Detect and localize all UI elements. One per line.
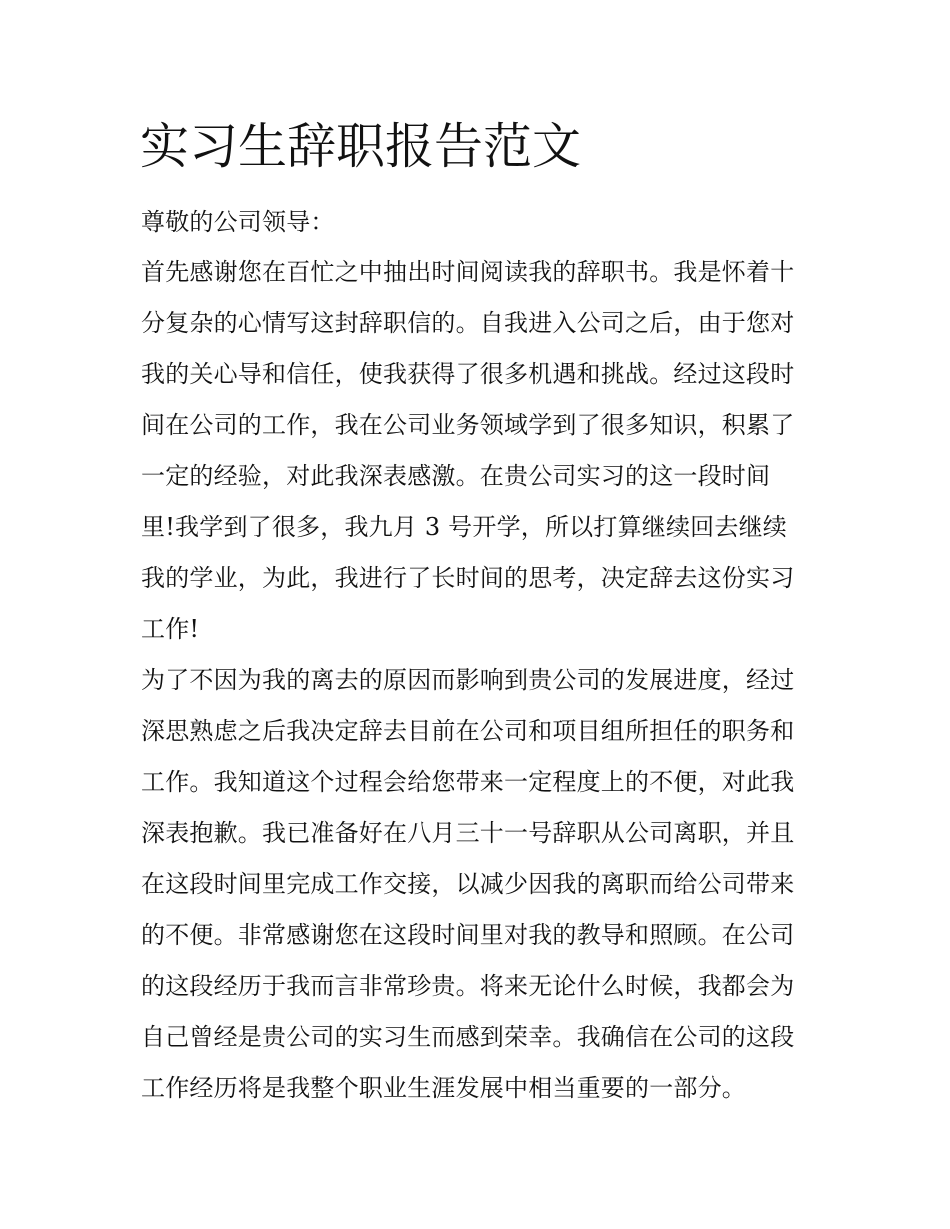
- body-line: 我的关心导和信任，使我获得了很多机遇和挑战。经过这段时: [141, 360, 795, 388]
- body-line: 工作!: [141, 615, 200, 643]
- body-line: 首先感谢您在百忙之中抽出时间阅读我的辞职书。我是怀着十: [141, 258, 795, 286]
- body-line: 工作经历将是我整个职业生涯发展中相当重要的一部分。: [141, 1074, 746, 1102]
- body-line: 的不便。非常感谢您在这段时间里对我的教导和照顾。在公司: [141, 921, 795, 949]
- body-line: 一定的经验，对此我深表感激。在贵公司实习的这一段时间: [141, 462, 771, 490]
- body-line: 为了不因为我的离去的原因而影响到贵公司的发展进度，经过: [141, 666, 795, 694]
- body-line: 的这段经历于我而言非常珍贵。将来无论什么时候，我都会为: [141, 972, 795, 1000]
- body-line: 在这段时间里完成工作交接，以减少因我的离职而给公司带来: [141, 870, 795, 898]
- body-line: 间在公司的工作，我在公司业务领域学到了很多知识，积累了: [141, 411, 795, 439]
- body-line: 我的学业，为此，我进行了长时间的思考，决定辞去这份实习: [141, 564, 795, 592]
- body-line: 自己曾经是贵公司的实习生而感到荣幸。我确信在公司的这段: [141, 1023, 795, 1051]
- body-line: 里!我学到了很多，我九月 3 号开学，所以打算继续回去继续: [141, 513, 787, 541]
- document-title: 实习生辞职报告范文: [140, 118, 582, 175]
- body-line: 工作。我知道这个过程会给您带来一定程度上的不便，对此我: [141, 768, 795, 796]
- body-line: 分复杂的心情写这封辞职信的。自我进入公司之后，由于您对: [141, 309, 795, 337]
- salutation: 尊敬的公司领导：: [141, 208, 335, 236]
- body-line: 深思熟虑之后我决定辞去目前在公司和项目组所担任的职务和: [141, 717, 795, 745]
- body-line: 深表抱歉。我已准备好在八月三十一号辞职从公司离职，并且: [141, 819, 795, 847]
